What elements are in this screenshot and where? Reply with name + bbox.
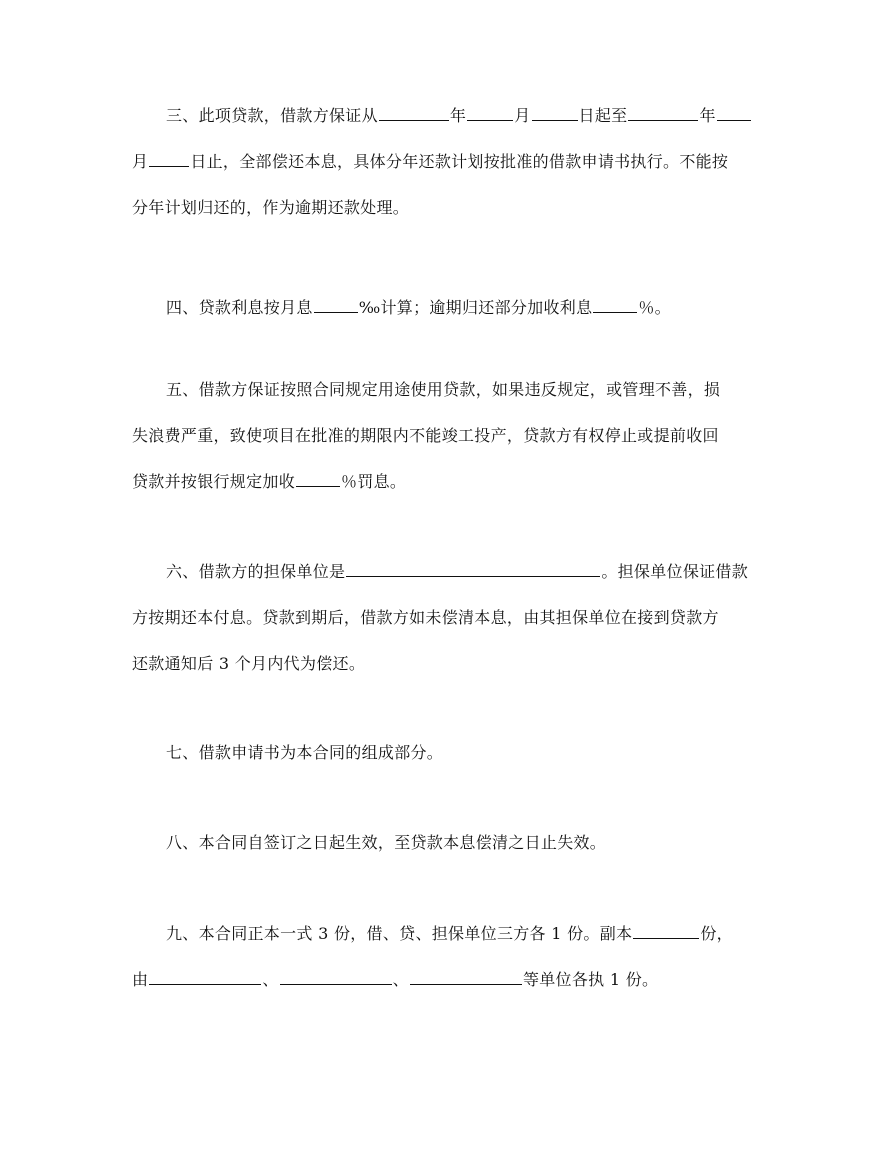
clause-9-line-2: [132, 957, 772, 1003]
blank-month-to: [149, 152, 189, 167]
clause-text: 。担保单位保证借款: [601, 562, 749, 581]
clause-7-line-1: 七、借款申请书为本合同的组成部分。: [166, 743, 444, 762]
clause-3-line-2: [132, 139, 772, 185]
clause-6-line-2: 方按期还本付息。贷款到期后，借款方如未偿清本息，由其担保单位在接到贷款方: [132, 608, 719, 627]
clause-4: [132, 285, 772, 331]
clause-text: 月: [132, 152, 149, 171]
clause-text: 份，: [700, 924, 733, 943]
clause-8: [132, 820, 772, 866]
blank-month-from: [467, 106, 513, 121]
blank-overdue-rate: [593, 298, 637, 313]
clause-text: 由: [132, 970, 149, 989]
clause-4-line-1: [132, 285, 772, 331]
blank-monthly-rate: [314, 298, 358, 313]
clause-7: [132, 730, 772, 776]
clause-text: 、: [262, 970, 279, 989]
clause-9-line-1: [132, 911, 772, 957]
clause-5: [132, 367, 772, 505]
clause-text: 年: [449, 106, 467, 125]
clause-3-line-3: 分年计划归还的，作为逾期还款处理。: [132, 198, 410, 217]
blank-holder-2: [280, 970, 392, 985]
clause-text: 、: [392, 970, 409, 989]
clause-text: 九、本合同正本一式 3 份，借、贷、担保单位三方各 1 份。副本: [166, 924, 633, 943]
clause-3-line-1: [132, 93, 772, 139]
clause-text: 三、此项贷款，借款方保证从: [166, 106, 378, 125]
clause-text: 四、贷款利息按月息: [166, 298, 313, 317]
clause-text: 贷款并按银行规定加收: [132, 472, 296, 491]
clause-text: 日止，全部偿还本息，具体分年还款计划按批准的借款申请书执行。不能按: [190, 152, 729, 171]
clause-text: ‰计算；逾期归还部分加收利息: [358, 298, 593, 317]
blank-day-from: [532, 106, 578, 121]
blank-year-to: [628, 106, 698, 121]
clause-text: 年: [699, 106, 716, 125]
clause-text: ％罚息。: [341, 472, 407, 491]
blank-holder-1: [149, 970, 261, 985]
blank-guarantor: [346, 562, 600, 577]
blank-holder-3: [410, 970, 522, 985]
blank-penalty-rate: [296, 472, 340, 487]
clause-8-line-1: 八、本合同自签订之日起生效，至贷款本息偿清之日止失效。: [166, 833, 607, 852]
clause-text: ％。: [638, 298, 671, 317]
clause-text: 六、借款方的担保单位是: [166, 562, 346, 581]
blank-month-to-start: [717, 106, 751, 121]
blank-year-from: [379, 106, 449, 121]
clause-6-line-1: [132, 549, 772, 595]
blank-copies: [633, 924, 699, 939]
clause-text: 日起至: [578, 106, 628, 125]
clause-5-line-2: 失浪费严重，致使项目在批准的期限内不能竣工投产，贷款方有权停止或提前收回: [132, 426, 719, 445]
clause-3: [132, 93, 772, 231]
clause-text: 等单位各执 1 份。: [522, 970, 659, 989]
clause-6: [132, 549, 772, 687]
clause-text: 月: [514, 106, 531, 125]
clause-6-line-3: 还款通知后 3 个月内代为偿还。: [132, 654, 366, 673]
clause-5-line-3: [132, 459, 772, 505]
clause-9: [132, 911, 772, 1003]
clause-5-line-1: 五、借款方保证按照合同规定用途使用贷款，如果违反规定，或管理不善，损: [166, 380, 721, 399]
